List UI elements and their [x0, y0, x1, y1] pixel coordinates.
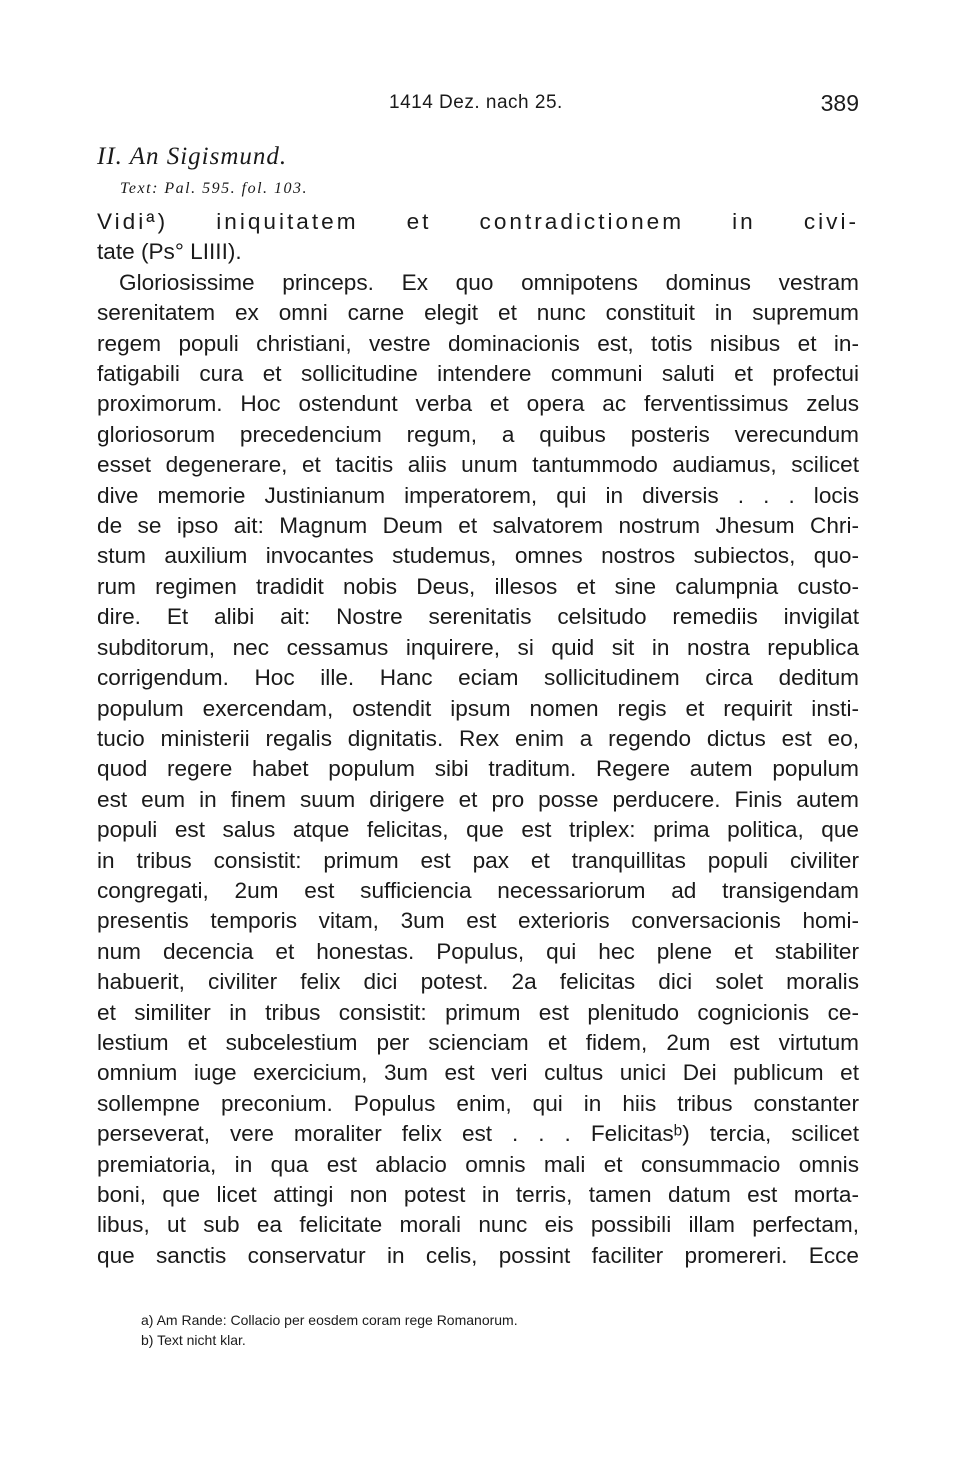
text-line: esset degenerare, et tacitis aliis unum tantummodo audiamus, scilicet [97, 452, 859, 478]
text-line: stum auxilium invocantes studemus, omnes nostros subiectos, quo- [97, 543, 859, 569]
text-line: libus, ut sub ea felicitate morali nunc eis possibili illam perfectam, [97, 1212, 859, 1238]
text-line: in tribus consistit: primum est pax et tranquillitas populi civiliter [97, 847, 859, 873]
text-line: gloriosorum precedencium regum, a quibus posteris verecundum [97, 421, 859, 447]
text-line: populi est salus atque felicitas, que est triplex: prima politica, que [97, 817, 859, 843]
text-line: dive memorie Justinianum imperatorem, qui in diversis . . . locis [97, 482, 859, 508]
text-line: num decencia et honestas. Populus, qui hec plene et stabiliter [97, 938, 859, 964]
text-line: boni, que licet attingi non potest in terris, tamen datum est morta- [97, 1182, 859, 1207]
text-line: corrigendum. Hoc ille. Hanc eciam sollicitudinem circa deditum [97, 665, 859, 691]
text-line: presentis temporis vitam, 3um est exterioris conversacionis homi- [97, 908, 859, 934]
text-line: subditorum, nec cessamus inquirere, si quid sit in nostra republica [97, 634, 859, 660]
text-line: habuerit, civiliter felix dici potest. 2a felicitas dici solet moralis [97, 969, 859, 995]
footnote-b: b) Text nicht klar. [141, 1332, 246, 1348]
text-line: regem populi christiani, vestre dominacionis est, totis nisibus et in- [97, 330, 859, 356]
text-line: congregati, 2um est sufficiencia necessariorum ad transigendam [97, 877, 859, 903]
text-line: de se ipso ait: Magnum Deum et salvatorem nostrum Jhesum Chri- [97, 513, 859, 539]
text-line: Vidiª) iniquitatem et contradictionem in civi- [97, 209, 859, 234]
text-line: perseverat, vere moraliter felix est . . . Felicitasᵇ) tercia, scilicet [97, 1121, 859, 1147]
page-header [97, 92, 859, 122]
text-line: sollempne preconium. Populus enim, qui in hiis tribus constanter [97, 1090, 859, 1116]
text-line: que sanctis conservatur in celis, possint faciliter promereri. Ecce [97, 1242, 859, 1268]
text-line: omnium iuge exercicium, 3um est veri cultus unici Dei publicum et [97, 1060, 859, 1086]
text-line: tate (Ps° LIIII). [97, 239, 242, 265]
text-line: Gloriosissime princeps. Ex quo omnipotens dominus vestram [119, 269, 859, 295]
page-number: 389 [820, 90, 859, 116]
section-title: II. An Sigismund. [97, 143, 288, 170]
body-text [97, 207, 859, 1271]
running-head: 1414 Dez. nach 25. [389, 92, 563, 113]
text-line: tucio ministerii regalis dignitatis. Rex enim a regendo dictus est eo, [97, 725, 859, 751]
text-line: populum exercendam, ostendit ipsum nomen regis et requirit insti- [97, 695, 859, 721]
text-line: fatigabili cura et sollicitudine intendere communi saluti et profectui [97, 361, 859, 387]
footnotes [141, 1310, 861, 1350]
footnote-a: a) Am Rande: Collacio per eosdem coram rege Romanorum. [141, 1312, 518, 1328]
text-line: premiatoria, in qua est ablacio omnis mali et consummacio omnis [97, 1151, 859, 1177]
text-line: quod regere habet populum sibi traditum. Regere autem populum [97, 756, 859, 782]
text-line: lestium et subcelestium per scienciam et fidem, 2um est virtutum [97, 1029, 859, 1055]
text-line: proximorum. Hoc ostendunt verba et opera ac ferventissimus zelus [97, 391, 859, 417]
text-line: est eum in finem suum dirigere et pro posse perducere. Finis autem [97, 786, 859, 812]
text-line: dire. Et alibi ait: Nostre serenitatis celsitudo remediis invigilat [97, 604, 859, 630]
source-note: Text: Pal. 595. fol. 103. [120, 180, 309, 197]
text-line: serenitatem ex omni carne elegit et nunc constituit in supremum [97, 300, 859, 326]
text-line: rum regimen tradidit nobis Deus, illesos et sine calumpnia custo- [97, 573, 859, 599]
text-line: et similiter in tribus consistit: primum est plenitudo cognicionis ce- [97, 999, 859, 1025]
